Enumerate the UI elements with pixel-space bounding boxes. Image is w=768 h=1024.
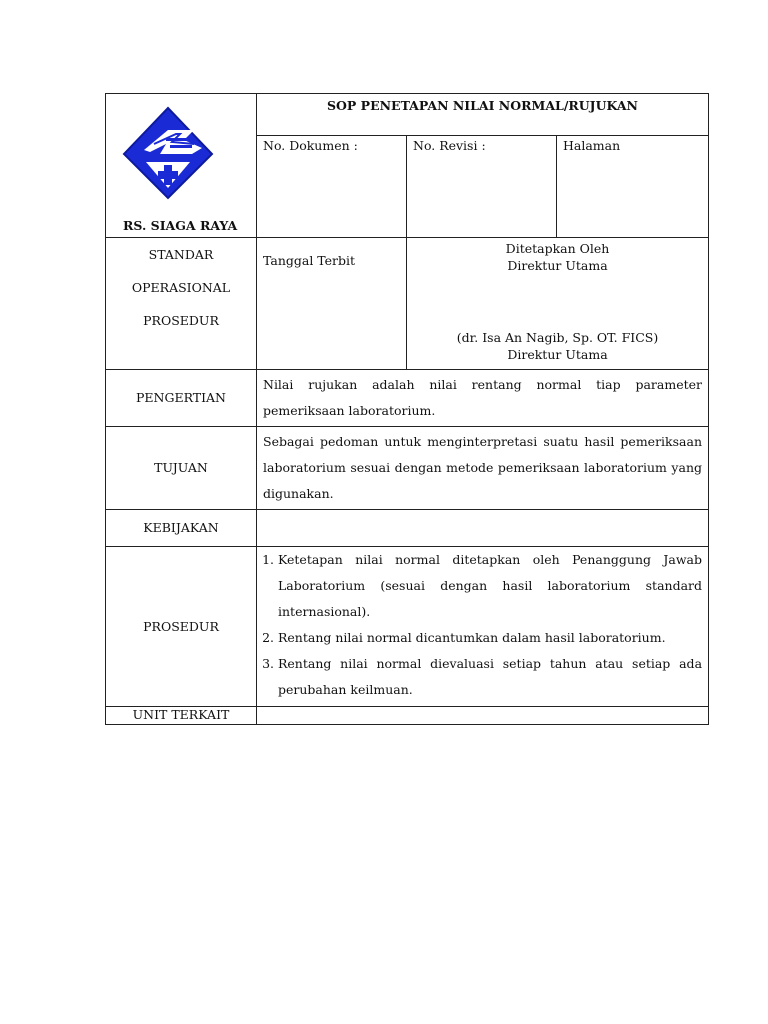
- prosedur-item: 3. Rentang nilai normal dievaluasi setiap tahun atau setiap ada perubahan keilmuan.: [278, 651, 702, 703]
- jabatan-bottom: Direktur Utama: [507, 347, 608, 362]
- std-line-1: STANDAR: [148, 247, 214, 262]
- tanggal-terbit-label: Tanggal Terbit: [257, 238, 407, 370]
- unit-terkait-text: [257, 707, 709, 725]
- unit-terkait-label: UNIT TERKAIT: [106, 707, 257, 725]
- prosedur-list: [257, 547, 708, 703]
- pengertian-label: PENGERTIAN: [106, 370, 257, 427]
- std-line-2: OPERASIONAL: [131, 280, 231, 295]
- prosedur-item: 1. Ketetapan nilai normal ditetapkan oleh Penanggung Jawab Laboratorium (sesuai dengan hasil laboratorium standard internasional).: [278, 547, 702, 625]
- kebijakan-label: KEBIJAKAN: [106, 510, 257, 547]
- ditetapkan-cell: [407, 238, 709, 370]
- kebijakan-text: [257, 510, 709, 547]
- hospital-name: RS. SIAGA RAYA: [123, 218, 238, 234]
- tujuan-text: Sebagai pedoman untuk menginterpretasi suatu hasil pemeriksaan laboratorium sesuai dengan metode pemeriksaan laboratorium yang digunakan.: [257, 427, 709, 510]
- ditetapkan-oleh: Ditetapkan Oleh: [505, 241, 610, 256]
- prosedur-content: [257, 547, 709, 707]
- pengertian-text: Nilai rujukan adalah nilai rentang normal tiap parameter pemeriksaan laboratorium.: [257, 370, 709, 427]
- sop-document-table: [105, 93, 709, 725]
- prosedur-label: PROSEDUR: [106, 547, 257, 707]
- logo-cell: [106, 94, 257, 238]
- standar-operasional-prosedur: [106, 238, 257, 370]
- prosedur-item: 2. Rentang nilai normal dicantumkan dalam hasil laboratorium.: [278, 625, 702, 651]
- signatory-name: (dr. Isa An Nagib, Sp. OT. FICS): [456, 330, 659, 345]
- hospital-logo: [120, 104, 216, 200]
- no-dokumen-label: No. Dokumen :: [257, 136, 407, 238]
- halaman-label: Halaman: [557, 136, 709, 238]
- tujuan-label: TUJUAN: [106, 427, 257, 510]
- no-revisi-label: No. Revisi :: [407, 136, 557, 238]
- document-title: SOP PENETAPAN NILAI NORMAL/RUJUKAN: [257, 94, 709, 136]
- jabatan-top: Direktur Utama: [507, 258, 608, 273]
- std-line-3: PROSEDUR: [143, 313, 219, 328]
